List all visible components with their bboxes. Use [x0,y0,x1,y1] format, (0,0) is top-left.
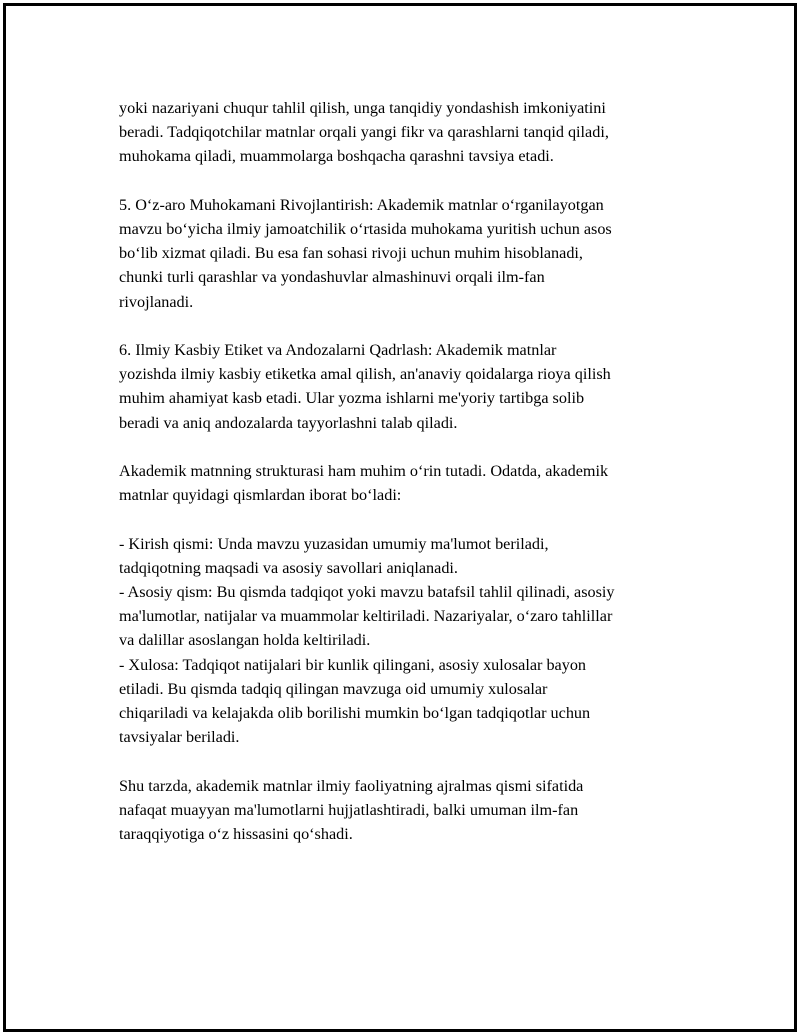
list-item-line: - Kirish qismi: Unda mavzu yuzasidan umumiy ma'lumot beriladi, [119,534,549,553]
text-line: yozishda ilmiy kasbiy etiketka amal qilish, an'anaviy qoidalarga rioya qilish [119,365,611,384]
text-line: beradi. Tadqiqotchilar matnlar orqali yangi fikr va qarashlarni tanqid qiladi, [119,123,609,142]
text-line: mavzu bo‘yicha ilmiy jamoatchilik o‘rtasida muhokama yuritish uchun asos [119,220,612,238]
text-line: chunki turli qarashlar va yondashuvlar almashinuvi orqali ilm-fan [119,268,545,287]
text-line: beradi va aniq andozalarda tayyorlashni talab qiladi. [119,413,458,432]
paragraph-point-5 [119,193,699,314]
paragraph-conclusion [119,774,699,847]
list-item-line: - Asosiy qism: Bu qismda tadqiqot yoki mavzu batafsil tahlil qilinadi, asosiy [119,583,615,601]
paragraph-intro-continuation [119,96,699,169]
text-line: nafaqat muayyan ma'lumotlarni hujjatlashtiradi, balki umuman ilm-fan [119,800,579,819]
text-line: muhim ahamiyat kasb etadi. Ular yozma ishlarni me'yoriy tartibga solib [119,389,585,408]
text-line: 6. Ilmiy Kasbiy Etiket va Andozalarni Qadrlash: Akademik matnlar [119,341,557,359]
text-line: Shu tarzda, akademik matnlar ilmiy faoliyatning ajralmas qismi sifatida [119,776,584,795]
list-item-line: - Xulosa: Tadqiqot natijalari bir kunlik qilingani, asosiy xulosalar bayon [119,655,587,674]
text-line: muhokama qiladi, muammolarga boshqacha qarashni tavsiya etadi. [119,147,554,166]
text-line: bo‘lib xizmat qiladi. Bu esa fan sohasi rivoji uchun muhim hisoblanadi, [119,244,583,263]
list-item-line: etiladi. Bu qismda tadqiq qilingan mavzuga oid umumiy xulosalar [119,679,548,698]
list-item-line: chiqariladi va kelajakda olib borilishi mumkin bo‘lgan tadqiqotlar uchun [119,704,591,723]
document-body [119,96,699,870]
text-line: 5. O‘z-aro Muhokamani Rivojlantirish: Akademik matnlar o‘rganilayotgan [119,195,604,214]
text-line: taraqqiyotiga o‘z hissasini qo‘shadi. [119,825,353,844]
text-line: rivojlanadi. [119,292,194,311]
paragraph-structure-list [119,532,699,750]
list-item-line: ma'lumotlar, natijalar va muammolar keltiriladi. Nazariyalar, o‘zaro tahlillar [119,607,613,626]
list-item-line: va dalillar asoslangan holda keltiriladi. [119,631,371,650]
list-item-line: tavsiyalar beriladi. [119,728,240,747]
paragraph-point-6 [119,338,699,435]
paragraph-structure-intro [119,459,699,507]
text-line: Akademik matnning strukturasi ham muhim o‘rin tutadi. Odatda, akademik [119,462,609,480]
text-line: yoki nazariyani chuqur tahlil qilish, unga tanqidiy yondashish imkoniyatini [119,99,606,117]
list-item-line: tadqiqotning maqsadi va asosiy savollari aniqlanadi. [119,558,458,577]
text-line: matnlar quyidagi qismlardan iborat bo‘ladi: [119,486,402,505]
